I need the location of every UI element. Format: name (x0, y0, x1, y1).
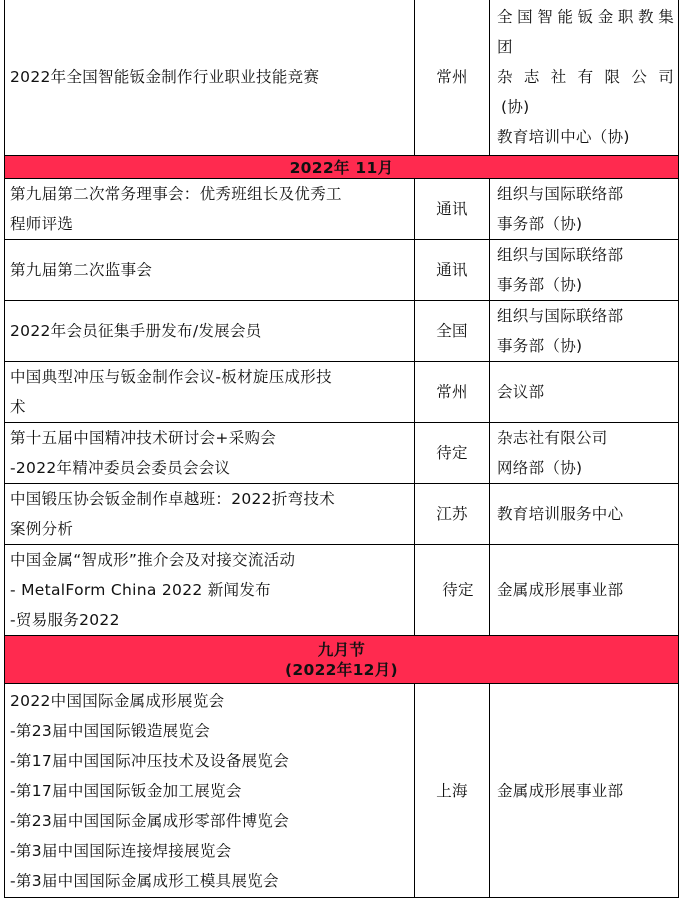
event-line: 案例分析 (10, 520, 74, 538)
city-cell: 江苏 (415, 484, 490, 545)
table-row (5, 240, 679, 301)
city-cell: 常州 (415, 362, 490, 423)
organizer-cell (490, 423, 679, 484)
month-header-row (5, 636, 679, 684)
event-line: -第17届中国国际钣金加工展览会 (10, 781, 242, 800)
month-header-row (5, 156, 679, 179)
month-header (5, 636, 679, 684)
city-cell: 通讯 (415, 240, 490, 301)
organizer-line: (协) (501, 98, 530, 116)
city-cell: 通讯 (415, 179, 490, 240)
organizer-line: 网络部（协) (497, 459, 583, 477)
organizer-line: 组织与国际联络部 (497, 307, 624, 325)
city-cell: 待定 (415, 545, 490, 636)
event-cell (5, 362, 415, 423)
month-header-line: (2022年12月) (285, 661, 398, 679)
event-cell (5, 423, 415, 484)
table-row (5, 301, 679, 362)
event-line: -贸易服务2022 (10, 611, 120, 629)
table-row (5, 362, 679, 423)
event-line: 2022中国国际金属成形展览会 (10, 691, 225, 710)
event-line: - MetalForm China 2022 新闻发布 (10, 581, 271, 599)
event-line: 中国典型冲压与钣金制作会议-板材旋压成形技 (10, 368, 332, 386)
event-line: 程师评选 (10, 215, 74, 233)
organizer-line: 组织与国际联络部 (497, 246, 624, 264)
table-row (5, 423, 679, 484)
schedule-table (4, 0, 679, 898)
organizer-line: 教育培训服务中心 (497, 505, 624, 523)
table-row (5, 545, 679, 636)
event-line: 2022年会员征集手册发布/发展会员 (10, 322, 262, 340)
organizer-cell (490, 484, 679, 545)
organizer-cell (490, 240, 679, 301)
organizer-line: 会议部 (497, 383, 545, 401)
organizer-cell (490, 0, 679, 156)
event-cell (5, 684, 415, 898)
event-line: 中国金属“智成形”推介会及对接交流活动 (10, 551, 296, 569)
organizer-line: 全国智能钣金职教集 (497, 8, 674, 26)
event-line: -第3届中国国际金属成形工模具展览会 (10, 871, 279, 890)
month-header (5, 156, 679, 179)
organizer-line: 杂志社有限公司 (497, 68, 674, 86)
event-cell (5, 301, 415, 362)
month-header-line: 九月节 (317, 641, 366, 659)
table-row (5, 484, 679, 545)
organizer-line: 金属成形展事业部 (497, 581, 624, 599)
table-row (5, 179, 679, 240)
event-line: -第17届中国国际冲压技术及设备展览会 (10, 751, 290, 770)
organizer-line: 团 (497, 38, 513, 56)
event-line: 2022年全国智能钣金制作行业职业技能竞赛 (10, 68, 320, 86)
organizer-line: 金属成形展事业部 (497, 781, 624, 800)
organizer-line: 教育培训中心（协) (497, 128, 630, 146)
event-line: 第十五届中国精冲技术研讨会+采购会 (10, 429, 277, 447)
event-line: 术 (10, 398, 26, 416)
event-line: -第23届中国国际金属成形零部件博览会 (10, 811, 290, 830)
organizer-line: 杂志社有限公司 (497, 429, 608, 447)
event-cell (5, 240, 415, 301)
table-row (5, 684, 679, 898)
event-line: -2022年精冲委员会委员会会议 (10, 459, 231, 477)
organizer-cell (490, 684, 679, 898)
event-line: 中国锻压协会钣金制作卓越班：2022折弯技术 (10, 490, 336, 508)
city-cell: 上海 (415, 684, 490, 898)
event-line: 第九届第二次监事会 (10, 261, 153, 279)
event-cell (5, 484, 415, 545)
organizer-cell (490, 362, 679, 423)
city-cell: 待定 (415, 423, 490, 484)
organizer-line: 组织与国际联络部 (497, 185, 624, 203)
event-cell (5, 179, 415, 240)
event-line: -第23届中国国际锻造展览会 (10, 721, 211, 740)
organizer-cell (490, 545, 679, 636)
month-header-line: 2022年 11月 (289, 158, 394, 177)
organizer-line: 事务部（协) (497, 215, 583, 233)
city-cell: 常州 (415, 0, 490, 156)
table-row (5, 0, 679, 156)
event-line: 第九届第二次常务理事会：优秀班组长及优秀工 (10, 185, 342, 203)
event-line: -第3届中国国际连接焊接展览会 (10, 841, 232, 860)
organizer-line: 事务部（协) (497, 276, 583, 294)
organizer-cell (490, 179, 679, 240)
city-cell: 全国 (415, 301, 490, 362)
event-cell (5, 545, 415, 636)
event-cell (5, 0, 415, 156)
organizer-line: 事务部（协) (497, 337, 583, 355)
organizer-cell (490, 301, 679, 362)
